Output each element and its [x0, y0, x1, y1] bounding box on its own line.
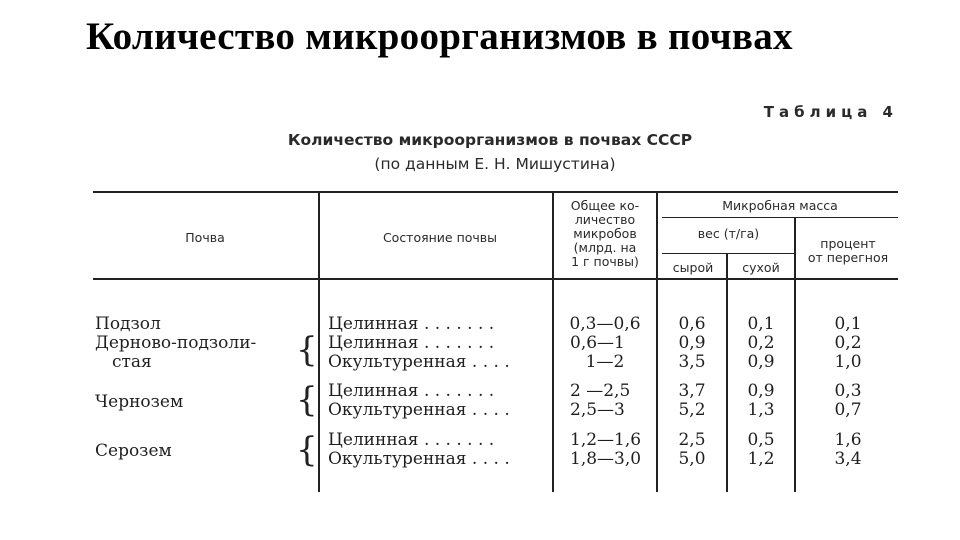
header-total-3: микробов [573, 226, 637, 241]
header-total-2: личество [574, 212, 636, 227]
cell-total: 1,2—1,6 [570, 430, 642, 450]
cell-percent: 3,4 [834, 449, 862, 469]
brace-sod-podzolic: { [296, 330, 318, 370]
cell-dry: 1,3 [747, 400, 775, 420]
table-top-rule [93, 191, 898, 193]
cell-percent: 0,1 [834, 314, 862, 334]
cell-state: Окультуренная . . . . [328, 352, 510, 372]
header-total-1: Общее ко- [570, 198, 640, 213]
table-title: Количество микроорганизмов в почвах СССР [287, 131, 693, 149]
cell-total: 2 —2,5 [570, 381, 631, 401]
header-mass: Микробная масса [722, 198, 838, 213]
cell-total: 1,8—3,0 [570, 449, 642, 469]
col-divider-1 [318, 192, 320, 492]
header-percent-1: процент [820, 236, 876, 251]
cell-wet: 0,6 [678, 314, 706, 334]
cell-percent: 0,7 [834, 400, 862, 420]
cell-total: 0,3—0,6 [569, 314, 641, 334]
cell-percent: 0,2 [834, 333, 862, 353]
soil-serozem: Серозем [95, 441, 172, 461]
slide-title: Количество микроорганизмов в почвах [86, 15, 793, 58]
header-percent-2: от перегноя [807, 250, 889, 265]
cell-wet: 2,5 [678, 430, 706, 450]
cell-state: Окультуренная . . . . [328, 449, 510, 469]
cell-dry: 0,9 [747, 381, 775, 401]
soil-sod-podzolic-1: Дерново-подзоли- [95, 333, 257, 353]
cell-dry: 0,1 [747, 314, 775, 334]
soil-chernozem: Чернозем [95, 392, 184, 412]
header-weight: вес (т/га) [697, 226, 760, 241]
cell-percent: 0,3 [834, 381, 862, 401]
table-label: Таблица 4 [763, 103, 898, 121]
header-bottom-rule [93, 278, 898, 280]
cell-wet: 5,2 [678, 400, 706, 420]
header-soil: Почва [185, 230, 225, 245]
cell-wet: 3,5 [678, 352, 706, 372]
weight-header-rule [662, 253, 795, 254]
cell-percent: 1,6 [834, 430, 862, 450]
header-state: Состояние почвы [382, 230, 498, 245]
cell-dry: 0,5 [747, 430, 775, 450]
header-wet: сырой [672, 260, 714, 275]
soil-podzol: Подзол [95, 314, 161, 334]
cell-state: Окультуренная . . . . [328, 400, 510, 420]
cell-percent: 1,0 [834, 352, 862, 372]
cell-state: Целинная . . . . . . . [328, 430, 495, 450]
header-total-4: (млрд. на [573, 240, 637, 255]
cell-state: Целинная . . . . . . . [328, 314, 495, 334]
cell-wet: 0,9 [678, 333, 706, 353]
cell-wet: 5,0 [678, 449, 706, 469]
cell-dry: 0,9 [747, 352, 775, 372]
cell-total: 2,5—3 [570, 400, 625, 420]
cell-state: Целинная . . . . . . . [328, 381, 495, 401]
brace-serozem: { [296, 430, 318, 470]
cell-state: Целинная . . . . . . . [328, 333, 495, 353]
cell-total: 1—2 [585, 352, 625, 372]
header-total-5: 1 г почвы) [571, 254, 639, 269]
cell-total: 0,6—1 [570, 333, 625, 353]
soil-sod-podzolic-2: стая [112, 352, 152, 372]
cell-wet: 3,7 [678, 381, 706, 401]
header-dry: сухой [742, 260, 780, 275]
scanned-table-image [0, 95, 960, 540]
table-subtitle: (по данным Е. Н. Мишустина) [374, 155, 616, 173]
cell-dry: 1,2 [747, 449, 775, 469]
brace-chernozem: { [296, 380, 318, 420]
mass-header-rule [662, 217, 898, 218]
cell-dry: 0,2 [747, 333, 775, 353]
